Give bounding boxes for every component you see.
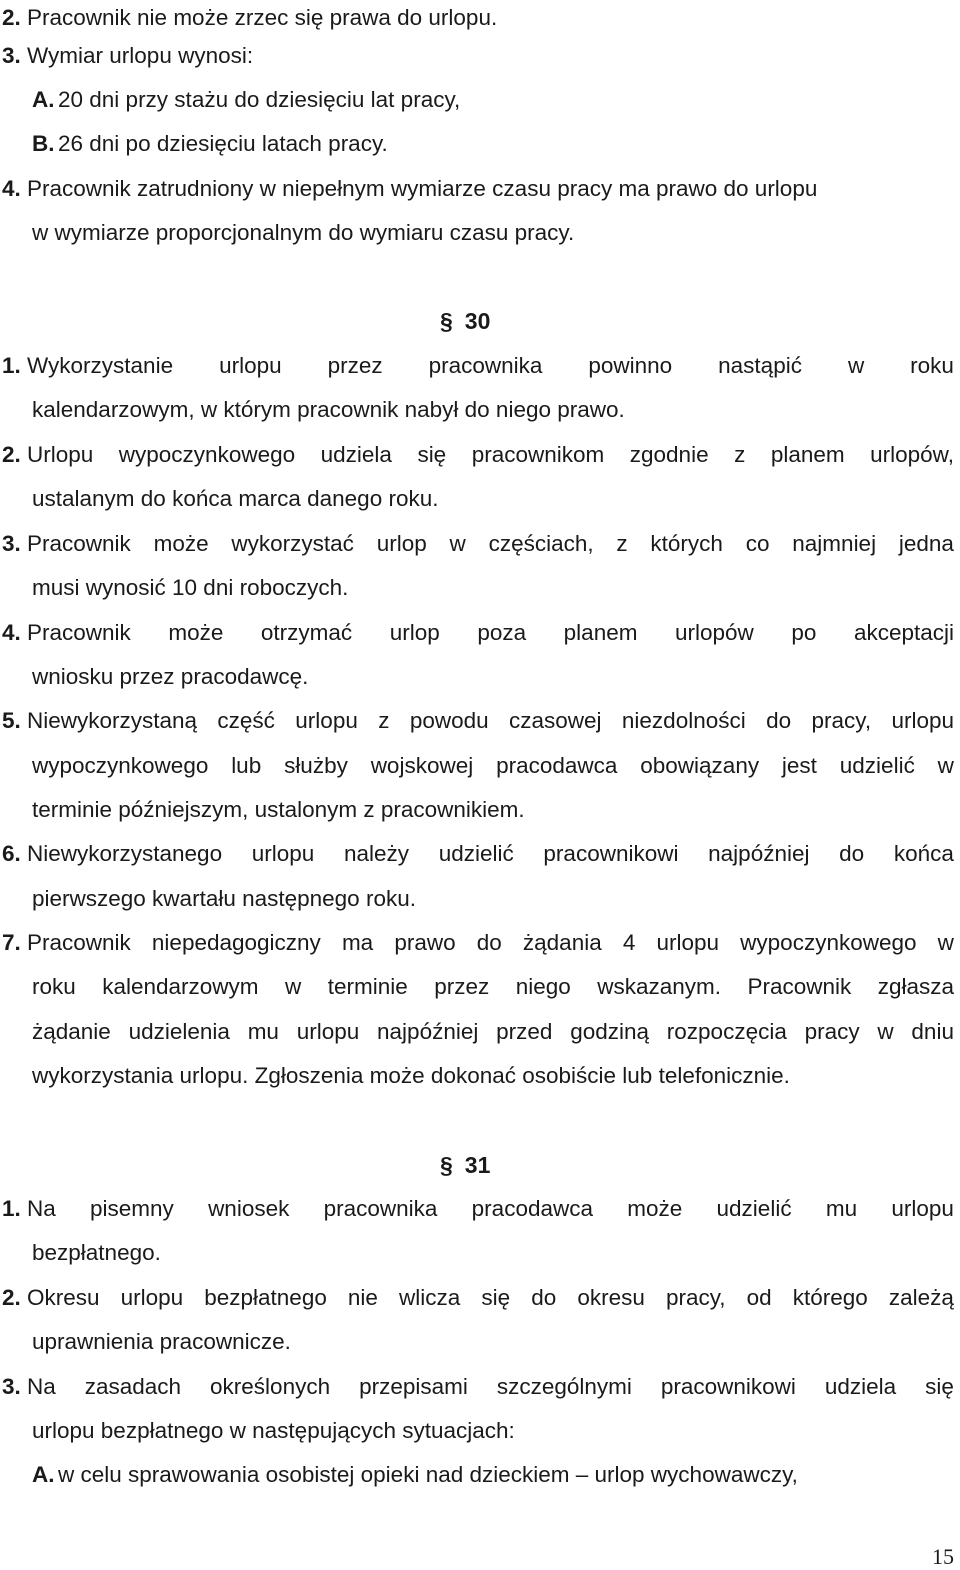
item-number: 2. <box>2 1285 21 1310</box>
word: do <box>531 1285 557 1310</box>
word: Urlopu <box>27 442 94 467</box>
item-text-continued: musi wynosić 10 dni roboczych. <box>32 575 349 600</box>
word: pracownika <box>323 1196 438 1221</box>
word: Pracownik <box>747 974 852 999</box>
word: urlopów <box>675 620 754 645</box>
word: przed <box>496 1019 553 1044</box>
word: żądania <box>522 930 602 955</box>
word: akceptacji <box>853 620 954 645</box>
word: częściach, <box>488 531 594 556</box>
word: Niewykorzystanego <box>27 841 223 866</box>
word: otrzymać <box>260 620 353 645</box>
justified-text <box>27 1195 954 1223</box>
word: dniu <box>911 1019 954 1044</box>
item-text: Pracownik zatrudniony w niepełnym wymiarze czasu pracy ma prawo do urlopu <box>27 176 818 201</box>
word: w <box>285 974 302 999</box>
word: planem <box>563 620 638 645</box>
word: niepedagogiczny <box>151 930 321 955</box>
word: po <box>791 620 817 645</box>
word: wlicza <box>399 1285 461 1310</box>
word: pracodawca <box>471 1196 593 1221</box>
item-text-continued: bezpłatnego. <box>32 1240 161 1265</box>
word: mu <box>825 1196 858 1221</box>
word: wskazanym. <box>597 974 721 999</box>
word: się <box>417 442 447 467</box>
word: zasadach <box>84 1374 182 1399</box>
word: Na <box>27 1374 56 1399</box>
word: z <box>734 442 746 467</box>
word: urlopu <box>296 1019 360 1044</box>
item-text: Pracownik nie może zrzec się prawa do urlopu. <box>27 5 498 30</box>
word: najpóźniej <box>377 1019 479 1044</box>
word: do <box>839 841 865 866</box>
word: wypoczynkowego <box>740 930 917 955</box>
item-number: 7. <box>2 930 21 955</box>
item-number: 3. <box>2 43 21 68</box>
item-text-continued: pierwszego kwartału następnego roku. <box>32 886 416 911</box>
word: może <box>168 620 224 645</box>
word: pracy, <box>811 708 872 733</box>
word: może <box>627 1196 683 1221</box>
word: udziela <box>824 1374 897 1399</box>
word: jedna <box>898 531 954 556</box>
word: się <box>925 1374 954 1399</box>
sub-item-letter: B. <box>32 131 55 156</box>
section-sign-icon: § <box>440 1152 453 1178</box>
word: Na <box>27 1196 56 1221</box>
section-number: 31 <box>464 1152 491 1178</box>
item-text-continued: kalendarzowym, w którym pracownik nabył do niego prawo. <box>32 397 625 422</box>
word: udzielić <box>716 1196 792 1221</box>
word: pisemny <box>90 1196 174 1221</box>
word: poza <box>477 620 527 645</box>
word: niego <box>515 974 571 999</box>
word: Okresu <box>27 1285 100 1310</box>
word: w <box>847 353 865 378</box>
word: w <box>449 531 466 556</box>
section-number: 30 <box>464 308 491 334</box>
item-text-continued: wniosku przez pracodawcę. <box>32 664 309 689</box>
item-text-continued: terminie późniejszym, ustalonym z pracownikiem. <box>32 797 525 822</box>
word: z <box>616 531 628 556</box>
justified-text <box>27 1373 954 1401</box>
justified-text <box>32 973 954 1001</box>
word: roku <box>32 974 76 999</box>
word: się <box>481 1285 511 1310</box>
word: niezdolności <box>621 708 746 733</box>
item-text: Wymiar urlopu wynosi: <box>27 43 254 68</box>
word: powodu <box>409 708 489 733</box>
word: mu <box>247 1019 279 1044</box>
word: Pracownik <box>27 930 131 955</box>
word: godziną <box>570 1019 650 1044</box>
justified-text <box>27 1284 954 1312</box>
justified-text <box>27 530 954 558</box>
word: wypoczynkowego <box>118 442 296 467</box>
word: nastąpić <box>718 353 802 378</box>
word: zgodnie <box>629 442 709 467</box>
item-text-continued: wykorzystania urlopu. Zgłoszenia może dokonać osobiście lub telefonicznie. <box>32 1063 790 1088</box>
justified-text <box>32 752 954 780</box>
word: obowiązany <box>640 753 760 778</box>
item-number: 2. <box>2 442 21 467</box>
item-text-continued: w wymiarze proporcjonalnym do wymiaru czasu pracy. <box>32 220 575 245</box>
section-heading-31 <box>440 1151 490 1179</box>
word: terminie <box>327 974 408 999</box>
word: w <box>937 753 954 778</box>
word: określonych <box>210 1374 331 1399</box>
justified-text <box>27 441 954 469</box>
item-number: 4. <box>2 176 21 201</box>
justified-text <box>27 929 954 957</box>
word: urlop <box>389 620 440 645</box>
word: wniosek <box>208 1196 290 1221</box>
word: nie <box>347 1285 378 1310</box>
word: bezpłatnego <box>204 1285 327 1310</box>
word: przepisami <box>359 1374 468 1399</box>
word: lub <box>231 753 262 778</box>
word: najmniej <box>792 531 877 556</box>
word: urlopów, <box>870 442 954 467</box>
sub-item-letter: A. <box>32 87 55 112</box>
word: Pracownik <box>27 620 131 645</box>
word: pracodawca <box>496 753 618 778</box>
word: do <box>476 930 502 955</box>
word: urlop <box>376 531 427 556</box>
word: zgłasza <box>877 974 954 999</box>
word: którego <box>792 1285 868 1310</box>
justified-text <box>27 352 954 380</box>
word: urlopu <box>219 353 282 378</box>
word: udzielenia <box>128 1019 230 1044</box>
word: może <box>153 531 209 556</box>
justified-text <box>27 619 954 647</box>
word: Niewykorzystaną <box>27 708 198 733</box>
item-number: 3. <box>2 531 21 556</box>
word: okresu <box>577 1285 645 1310</box>
word: urlopu <box>656 930 720 955</box>
word: szczególnymi <box>496 1374 632 1399</box>
word: wypoczynkowego <box>32 753 209 778</box>
word: powinno <box>588 353 673 378</box>
item-number: 1. <box>2 353 21 378</box>
word: kalendarzowym <box>102 974 259 999</box>
word: jest <box>781 753 817 778</box>
word: przez <box>434 974 490 999</box>
section-heading-30 <box>440 307 490 335</box>
word: Pracownik <box>27 531 131 556</box>
item-number: 6. <box>2 841 21 866</box>
sub-item-text: w celu sprawowania osobistej opieki nad dzieckiem – urlop wychowawczy, <box>58 1462 798 1487</box>
word: co <box>745 531 770 556</box>
word: udzielić <box>839 753 915 778</box>
word: należy <box>343 841 410 866</box>
word: prawo <box>394 930 456 955</box>
word: część <box>217 708 275 733</box>
word: z <box>378 708 390 733</box>
item-number: 3. <box>2 1374 21 1399</box>
word: których <box>650 531 723 556</box>
justified-text <box>32 1018 954 1046</box>
word: pracownikom <box>471 442 605 467</box>
page-number: 15 <box>932 1544 954 1569</box>
word: do <box>766 708 792 733</box>
word: najpóźniej <box>708 841 810 866</box>
item-number: 5. <box>2 708 21 733</box>
word: udzielić <box>438 841 514 866</box>
word: udziela <box>320 442 392 467</box>
sub-item-text: 20 dni przy stażu do dziesięciu lat pracy, <box>58 87 461 112</box>
word: urlopu <box>891 1196 954 1221</box>
word: w <box>877 1019 894 1044</box>
word: żądanie <box>32 1019 111 1044</box>
word: urlopu <box>120 1285 184 1310</box>
word: pracownika <box>428 353 543 378</box>
word: służby <box>284 753 348 778</box>
section-sign-icon: § <box>440 308 453 334</box>
word: wykorzystać <box>231 531 354 556</box>
item-text-continued: uprawnienia pracownicze. <box>32 1329 291 1354</box>
word: pracy <box>804 1019 860 1044</box>
word: 4 <box>622 930 636 955</box>
item-number: 4. <box>2 620 21 645</box>
word: planem <box>770 442 845 467</box>
word: końca <box>893 841 954 866</box>
word: wojskowej <box>370 753 474 778</box>
word: od <box>746 1285 772 1310</box>
item-text-continued: urlopu bezpłatnego w następujących sytuacjach: <box>32 1418 515 1443</box>
word: urlopu <box>891 708 954 733</box>
word: przez <box>327 353 383 378</box>
sub-item-letter: A. <box>32 1462 55 1487</box>
word: rozpoczęcia <box>666 1019 787 1044</box>
word: w <box>937 930 954 955</box>
word: roku <box>910 353 954 378</box>
word: zależą <box>888 1285 954 1310</box>
word: pracownikowi <box>543 841 679 866</box>
word: ma <box>341 930 374 955</box>
word: Wykorzystanie <box>27 353 174 378</box>
item-text-continued: ustalanym do końca marca danego roku. <box>32 486 439 511</box>
item-number: 1. <box>2 1196 21 1221</box>
word: czasowej <box>509 708 602 733</box>
word: urlopu <box>251 841 315 866</box>
word: pracy, <box>665 1285 726 1310</box>
word: urlopu <box>295 708 358 733</box>
justified-text <box>27 840 954 868</box>
justified-text <box>27 707 954 735</box>
word: pracownikowi <box>660 1374 796 1399</box>
item-number: 2. <box>2 5 21 30</box>
sub-item-text: 26 dni po dziesięciu latach pracy. <box>58 131 388 156</box>
